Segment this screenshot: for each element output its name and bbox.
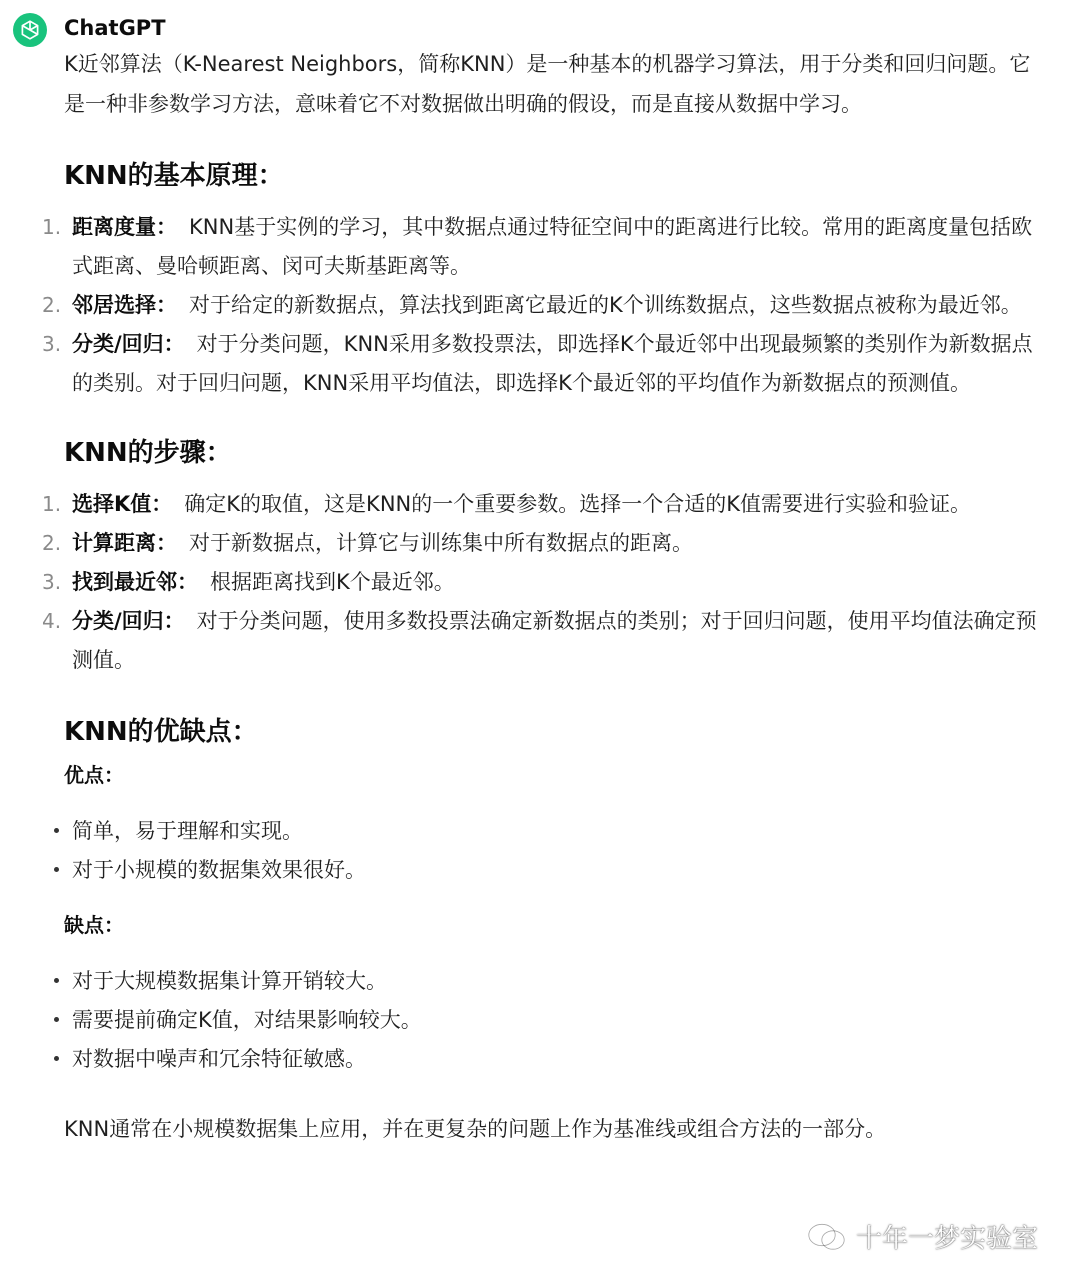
pros-list (64, 812, 1044, 890)
conclusion-paragraph: KNN通常在小规模数据集上应用，并在更复杂的问题上作为基准线或组合方法的一部分。 (64, 1117, 887, 1141)
bullet-icon (54, 1056, 59, 1061)
bullet-icon (54, 978, 59, 983)
list-number: 1. (42, 215, 62, 239)
wechat-logo-icon (806, 1222, 848, 1252)
list-text: 需要提前确定K值，对结果影响较大。 (72, 1008, 422, 1032)
list-text: 对于分类问题，KNN采用多数投票法，即选择K个最近邻中出现最频繁的类别作为新数据点的类别。对于回归问题，KNN采用平均值法，即选择K个最近邻的平均值作为新数据点的预测值。 (72, 332, 1033, 395)
list-term: 距离度量： (72, 215, 177, 239)
list-text: 根据距离找到K个最近邻。 (210, 570, 455, 594)
author-name: ChatGPT (64, 16, 166, 40)
list-item (64, 812, 1044, 851)
list-item (42, 563, 1044, 602)
list-term: 分类/回归： (72, 332, 185, 356)
list-number: 4. (42, 609, 62, 633)
proscons-heading: KNN的优缺点： (64, 717, 258, 747)
list-item (42, 208, 1044, 286)
list-text: 对于大规模数据集计算开销较大。 (72, 969, 387, 993)
bullet-icon (54, 867, 59, 872)
list-text: 对于新数据点，计算它与训练集中所有数据点的距离。 (189, 531, 693, 555)
list-number: 3. (42, 332, 62, 356)
list-text: 简单，易于理解和实现。 (72, 819, 303, 843)
steps-list (42, 485, 1044, 680)
list-term: 邻居选择： (72, 293, 177, 317)
list-item (42, 602, 1044, 680)
list-item (42, 485, 1044, 524)
principles-list (42, 208, 1044, 403)
list-term: 计算距离： (72, 531, 177, 555)
list-item (42, 325, 1044, 403)
list-number: 2. (42, 531, 62, 555)
list-item (64, 1001, 1044, 1040)
list-item (42, 286, 1044, 325)
list-text: 对数据中噪声和冗余特征敏感。 (72, 1047, 366, 1071)
openai-knot-icon (18, 18, 42, 42)
pros-heading: 优点： (64, 763, 124, 787)
list-number: 3. (42, 570, 62, 594)
list-text: KNN基于实例的学习，其中数据点通过特征空间中的距离进行比较。常用的距离度量包括欧式距离、曼哈顿距离、闵可夫斯基距离等。 (72, 215, 1033, 278)
list-item (64, 962, 1044, 1001)
list-term: 选择K值： (72, 492, 173, 516)
list-number: 2. (42, 293, 62, 317)
intro-paragraph: K近邻算法（K-Nearest Neighbors，简称KNN）是一种基本的机器学习算法，用于分类和回归问题。它是一种非参数学习方法，意味着它不对数据做出明确的假设，而是直接从数据中学习。 (64, 52, 1031, 116)
list-text: 对于给定的新数据点，算法找到距离它最近的K个训练数据点，这些数据点被称为最近邻。 (189, 293, 1022, 317)
list-text: 对于分类问题，使用多数投票法确定新数据点的类别；对于回归问题，使用平均值法确定预测值。 (72, 609, 1037, 672)
watermark (806, 1218, 1038, 1255)
bullet-icon (54, 1017, 59, 1022)
bullet-icon (54, 828, 59, 833)
list-item (64, 851, 1044, 890)
cons-heading: 缺点： (64, 913, 124, 937)
principles-heading: KNN的基本原理： (64, 161, 284, 191)
list-text: 确定K的取值，这是KNN的一个重要参数。选择一个合适的K值需要进行实验和验证。 (184, 492, 972, 516)
list-number: 1. (42, 492, 62, 516)
cons-list (64, 962, 1044, 1079)
watermark-text: 十年一梦实验室 (856, 1224, 1039, 1254)
list-term: 分类/回归： (72, 609, 185, 633)
message-content (42, 44, 1044, 1149)
steps-heading: KNN的步骤： (64, 438, 232, 468)
list-term: 找到最近邻： (72, 570, 198, 594)
list-item (42, 524, 1044, 563)
list-text: 对于小规模的数据集效果很好。 (72, 858, 366, 882)
list-item (64, 1040, 1044, 1079)
chatgpt-logo-icon (13, 13, 47, 47)
